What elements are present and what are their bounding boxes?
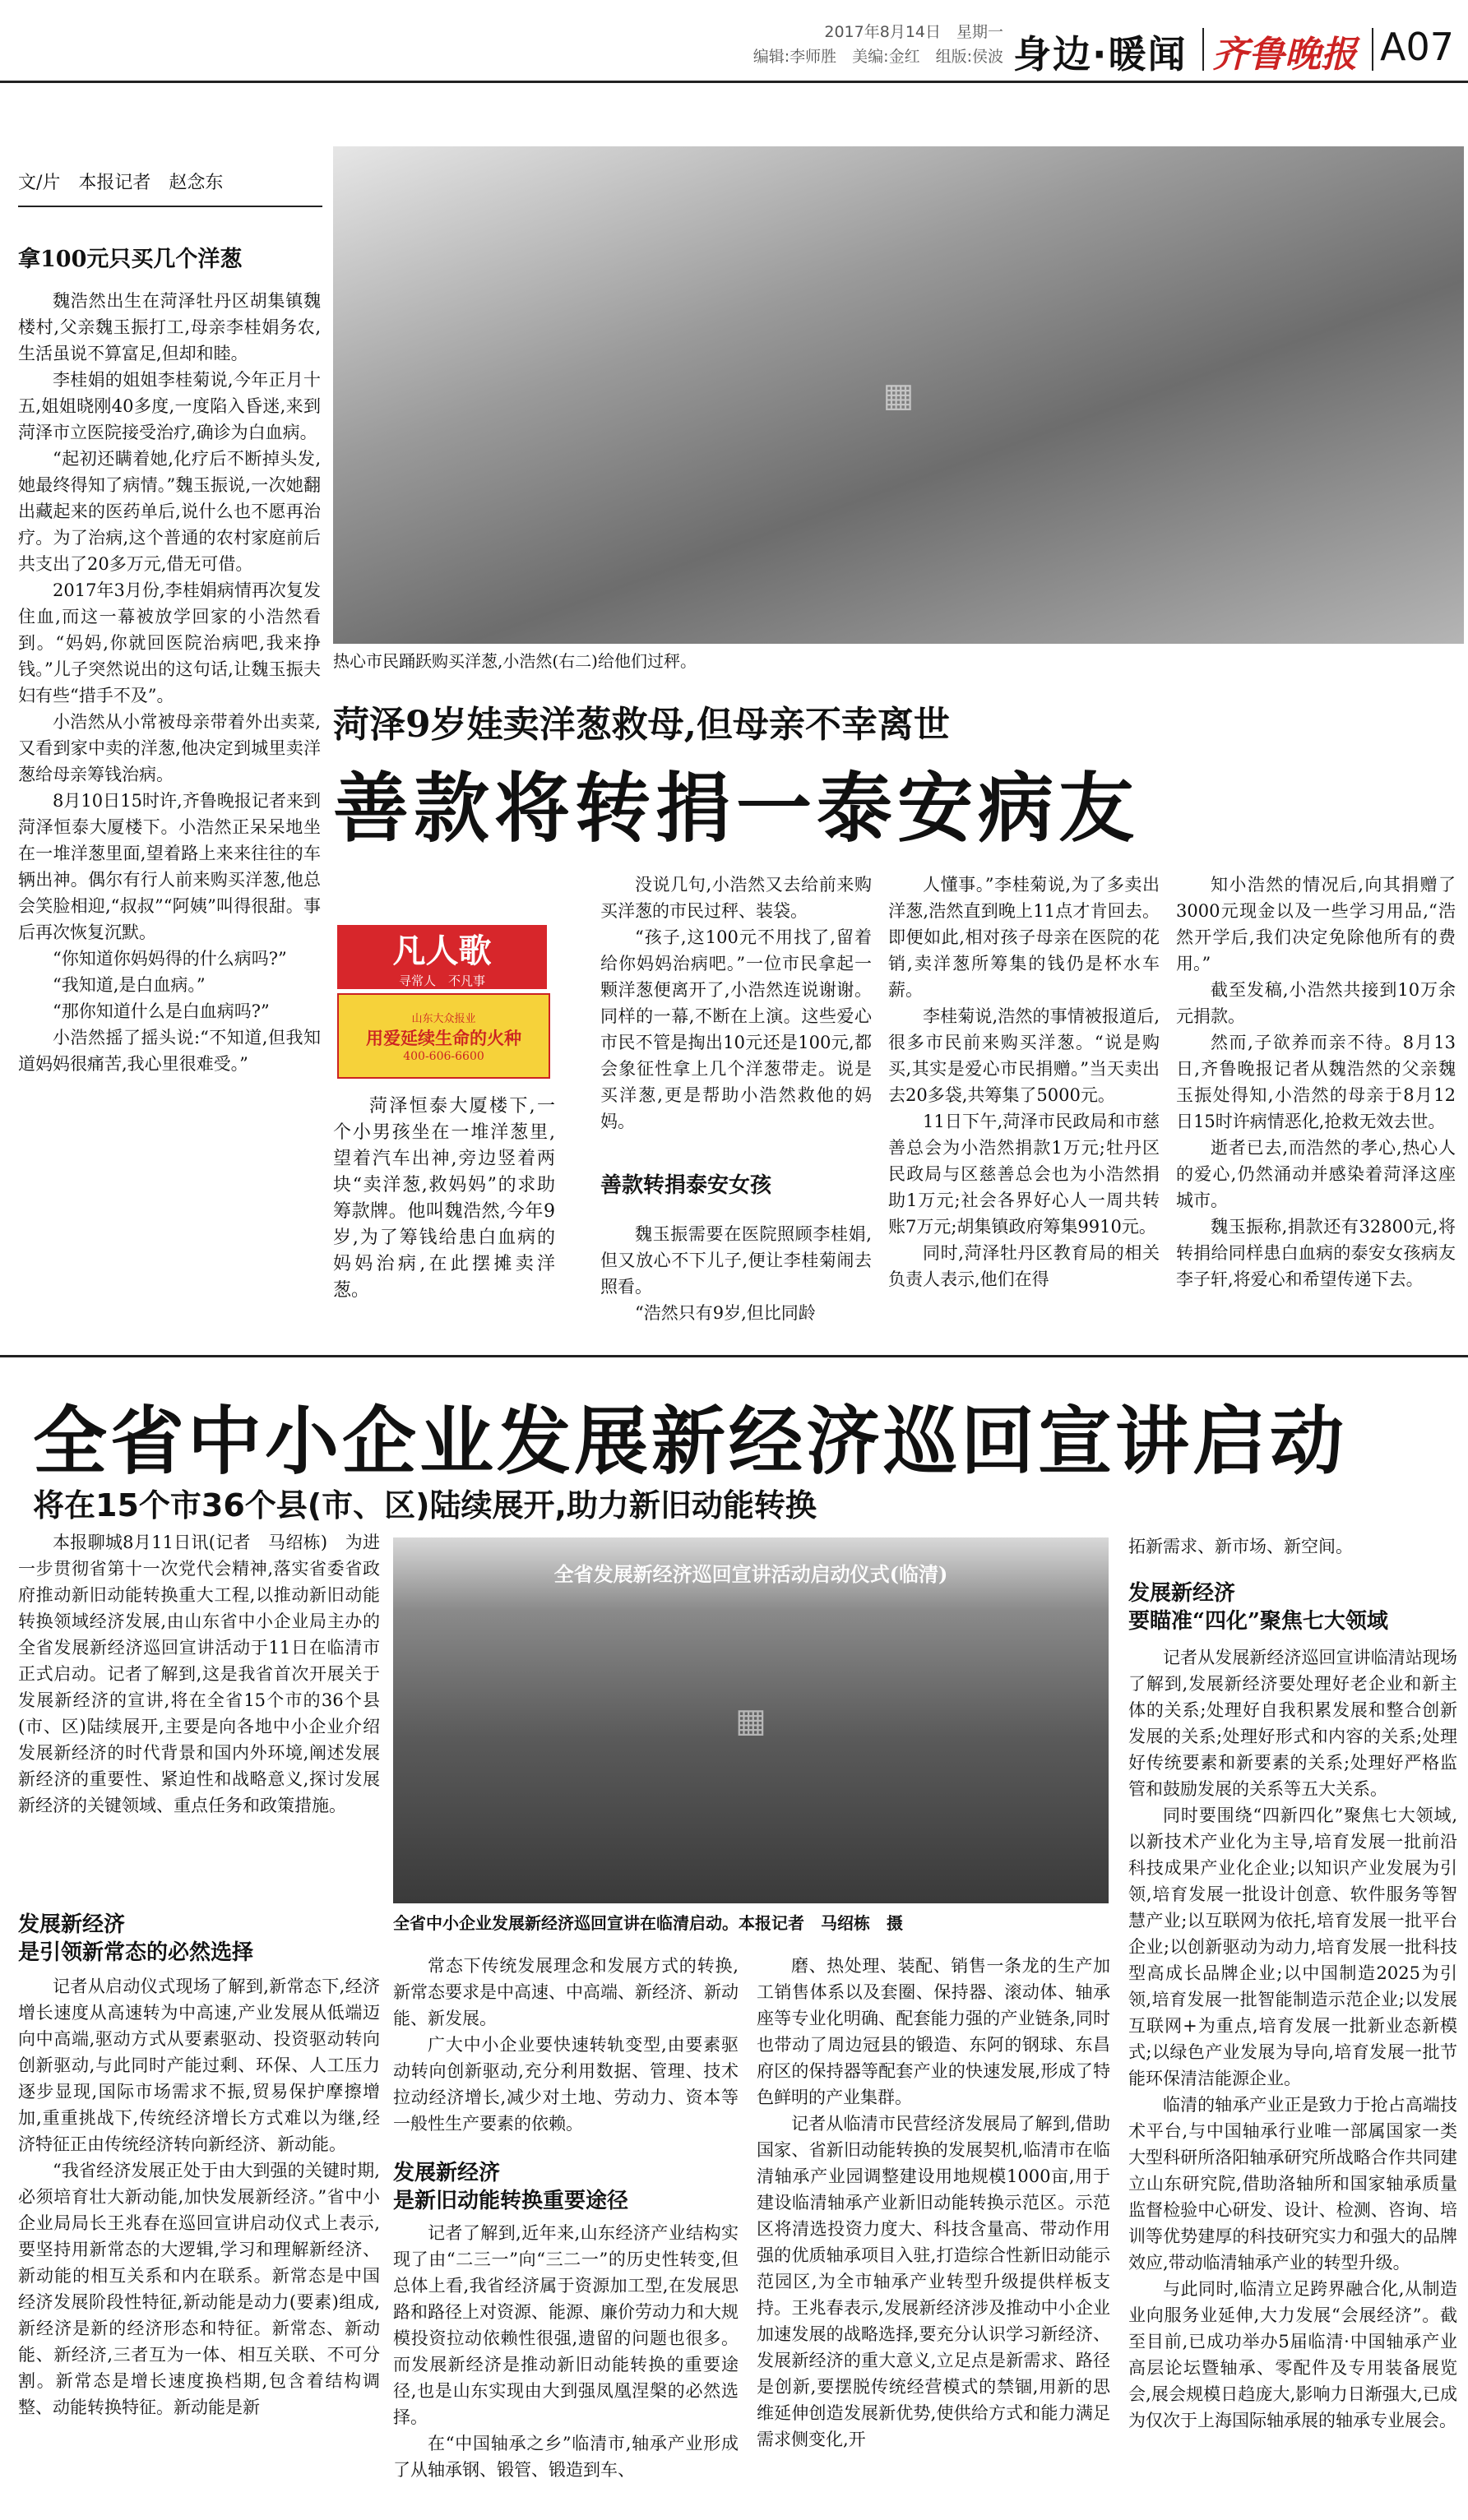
page-number: A07 — [1380, 25, 1455, 69]
logo-subtitle: 寻常人 不凡事 — [398, 973, 485, 988]
paragraph: 小浩然摇了摇头说:“不知道,但我知道妈妈很痛苦,我心里很难受。” — [18, 1028, 321, 1074]
story2-column-d-top: 拓新需求、新市场、新空间。 — [1128, 1537, 1353, 1556]
story1-column-1 — [18, 288, 321, 1340]
paragraph: 记者从启动仪式现场了解到,新常态下,经济增长速度从高速转为中高速,产业发展从低端迈向中高端,驱动方式从要素驱动、投资驱动转向创新驱动,与此同时产能过剩、环保、人工压力逐步显现,国际市场需求不振,贸易保护摩擦增加,重重挑战下,传统经济增长方式难以为继,经济特征正由传统经济转向新经济、新动能。 — [18, 1977, 380, 2154]
editors-line: 编辑:李师胜 美编:金红 组版:侯波 — [753, 48, 1003, 66]
paragraph: “起初还瞒着她,化疗后不断掉头发,她最终得知了病情。”魏玉振说,一次她翻出藏起来的医药单后,说什么也不愿再治疗。为了治病,这个普通的农村家庭前后共支出了20多万元,借无可借。 — [18, 449, 321, 574]
paragraph: 然而,子欲养而亲不待。8月13日,齐鲁晚报记者从魏浩然的父亲魏玉振处得知,小浩然的母亲于8月12日15时许病情恶化,抢救无效去世。 — [1176, 1033, 1456, 1131]
story2-deck: 将在15个市36个县(市、区)陆续展开,助力新旧动能转换 — [33, 1487, 817, 1524]
story1-kicker: 菏泽9岁娃卖洋葱救母,但母亲不幸离世 — [333, 704, 950, 746]
photo-placeholder-icon: ▦ — [882, 376, 915, 414]
header-meta — [707, 20, 1003, 69]
paragraph: “孩子,这100元不用找了,留着给你妈妈治病吧。”一位市民拿起一颗洋葱便离开了,小浩然连说谢谢。同样的一幕,不断在上演。这些爱心市民不管是掏出10元还是100元,都会象征性拿上几个洋葱带走。说是买洋葱,更是帮助小浩然救他的妈妈。 — [600, 927, 872, 1131]
story2-photo — [393, 1537, 1109, 1903]
story1-photo-caption: 热心市民踊跃购买洋葱,小浩然(右二)给他们过秤。 — [333, 651, 697, 671]
paragraph: 同时要围绕“四新四化”聚焦七大领域,以新技术产业化为主导,培育发展一批前沿科技成果产业化企业;以知识产业发展为引领,培育发展一批设计创意、软件服务等智慧产业;以互联网为依托,培育发展一批平台企业;以创新驱动为动力,培育发展一批科技型高成长品牌企业;以中国制造2025为引领,培育发展一批智能制造示范企业;以发展互联网+为重点,培育发展一批新业态新模式;以绿色产业发展为导向,培育发展一批节能环保清洁能源企业。 — [1128, 1806, 1457, 2088]
story1-column-3 — [888, 872, 1160, 1344]
photo-placeholder-icon: ▦ — [735, 1701, 766, 1740]
paragraph: 常态下传统发展理念和发展方式的转换,新常态要求是中高速、中高端、新经济、新动能、新发展。 — [393, 1956, 739, 2028]
paragraph: “你知道你妈妈得的什么病吗?” — [53, 949, 287, 969]
paragraph: 8月10日15时许,齐鲁晚报记者来到菏泽恒泰大厦楼下。小浩然正呆呆地坐在一堆洋葱里面,望着路上来来往往的车辆出神。偶尔有行人前来购买洋葱,他总会笑脸相迎,“叔叔”“阿姨”叫得很甜。事后再次恢复沉默。 — [18, 791, 321, 942]
paragraph: 魏玉振称,捐款还有32800元,将转捐给同样患白血病的泰安女孩病友李子轩,将爱心和希望传递下去。 — [1176, 1217, 1456, 1289]
paragraph: 知小浩然的情况后,向其捐赠了3000元现金以及一些学习用品,“浩然开学后,我们决定免除他所有的费用。” — [1176, 875, 1456, 973]
paragraph: 11日下午,菏泽市民政局和市慈善总会为小浩然捐款1万元;牡丹区民政局与区慈善总会也为小浩然捐助1万元;社会各界好心人一周共转账7万元;胡集镇政府筹集9910元。 — [888, 1112, 1160, 1237]
paragraph: 记者了解到,近年来,山东经济产业结构实现了由“二三一”向“三二一”的历史性转变,但总体上看,我省经济属于资源加工型,在发展思路和路径上对资源、能源、廉价劳动力和大规模投资拉动依赖性很强,遗留的问题也很多。而发展新经济是推动新旧动能转换的重要途径,也是山东实现由大到强凤凰涅槃的必然选择。 — [393, 2223, 739, 2427]
paragraph: 在“中国轴承之乡”临清市,轴承产业形成了从轴承钢、锻管、锻造到车、 — [393, 2434, 739, 2480]
paragraph: 广大中小企业要快速转轨变型,由要素驱动转向创新驱动,充分利用数据、管理、技术拉动经济增长,减少对土地、劳动力、资本等一般性生产要素的依赖。 — [393, 2035, 739, 2134]
paragraph: 磨、热处理、装配、销售一条龙的生产加工销售体系以及套圈、保持器、滚动体、轴承座等专业化明确、配套能力强的产业链条,同时也带动了周边冠县的锻造、东阿的钢球、东昌府区的保持器等配套产业的快速发展,形成了特色鲜明的产业集群。 — [757, 1956, 1110, 2107]
paragraph: 李桂娟的姐姐李桂菊说,今年正月十五,姐姐晓刚40多度,一度陷入昏迷,来到菏泽市立医院接受治疗,确诊为白血病。 — [18, 370, 321, 442]
paragraph: 魏玉振需要在医院照顾李桂娟,但又放心不下儿子,便让李桂菊闹去照看。 — [600, 1224, 872, 1297]
column-logo-fanrenge — [337, 925, 547, 989]
story2-headline: 全省中小企业发展新经济巡回宣讲启动 — [33, 1399, 1347, 1485]
paragraph: “我知道,是白血病。” — [53, 975, 206, 995]
story2-subhead-d: 发展新经济 要瞄准“四化”聚焦七大领域 — [1128, 1581, 1388, 1634]
paragraph: 记者从临清市民营经济发展局了解到,借助国家、省新旧动能转换的发展契机,临清市在临清轴承产业园调整建设用地规模1000亩,用于建设临清轴承产业新旧动能转换示范区。示范区将清选投资力度大、科技含量高、带动作用强的优质轴承项目入驻,打造综合性新旧动能示范园区,为全市轴承产业转型升级提供样板支持。王兆春表示,发展新经济涉及推动中小企业加速发展的战略选择,要充分认识学习新经济、发展新经济的重大意义,立足点是新需求、路径是创新,要摆脱传统经营模式的禁锢,用新的思维延伸创造发展新优势,使供给方式和能力满足需求侧变化,开 — [757, 2114, 1110, 2449]
subhead-1: 拿100元只买几个洋葱 — [18, 247, 243, 272]
byline-rule — [18, 206, 322, 207]
story2-column-d — [1128, 1644, 1457, 2508]
section-title: 身边·暖闻 — [1013, 32, 1188, 76]
paragraph: 没说几句,小浩然又去给前来购买洋葱的市民过秤、装袋。 — [600, 875, 872, 921]
story2-column-c — [757, 1953, 1110, 2508]
paragraph: 本报聊城8月11日讯(记者 马绍栋) 为进一步贯彻省第十一次党代会精神,落实省委省政府推动新旧动能转换重大工程,以推动新旧动能转换领域经济发展,由山东省中小企业局主办的全省发展新经济巡回宣讲活动于11日在临清市正式启动。记者了解到,这是我省首次开展关于发展新经济的宣讲,将在全省15个市的36个县(市、区)陆续展开,主要是向各地中小企业介绍发展新经济的时代背景和国内外环境,阐述发展新经济的重要性、紧迫性和战略意义,探讨发展新经济的关键领域、重点任务和政策措施。 — [18, 1533, 380, 1815]
story1-intro: 菏泽恒泰大厦楼下,一个小男孩坐在一堆洋葱里,望着汽车出神,旁边竖着两块“卖洋葱,救妈妈”的求助筹款牌。他叫魏浩然,今年9岁,为了筹钱给患白血病的妈妈治病,在此摆摊卖洋葱。 — [333, 1096, 555, 1301]
paragraph: 与此同时,临清立足跨界融合化,从制造业向服务业延伸,大力发展“会展经济”。截至目前,已成功举办5届临清·中国轴承产业高层论坛暨轴承、零配件及专用装备展览会,展会规模日趋庞大,影响力日渐强大,已成为仅次于上海国际轴承展的轴承专业展会。 — [1128, 2279, 1457, 2430]
date-line: 2017年8月14日 星期一 — [824, 23, 1003, 41]
charity-logo — [337, 993, 550, 1079]
byline: 文/片 本报记者 赵念东 — [18, 173, 224, 193]
paragraph: 记者从发展新经济巡回宣讲临清站现场了解到,发展新经济要处理好老企业和新主体的关系;处理好自我积累发展和整合创新发展的关系;处理好形式和内容的关系;处理好传统要素和新要素的关系;处理好严格监管和鼓励发展的关系等五大关系。 — [1128, 1648, 1457, 1799]
paragraph: 人懂事。”李桂菊说,为了多卖出洋葱,浩然直到晚上11点才肯回去。即便如此,相对孩子母亲在医院的花销,卖洋葱所筹集的钱仍是杯水车薪。 — [888, 875, 1160, 1000]
story2-column-a — [18, 1529, 380, 1899]
story1-column-2 — [600, 872, 872, 1143]
story1-column-2b — [600, 1221, 872, 1344]
paragraph: 同时,菏泽牡丹区教育局的相关负责人表示,他们在得 — [888, 1243, 1160, 1289]
story2-column-b2 — [393, 2220, 739, 2508]
story1-column-4 — [1176, 872, 1456, 1344]
paragraph: 逝者已去,而浩然的孝心,热心人的爱心,仍然涌动并感染着菏泽这座城市。 — [1176, 1138, 1456, 1210]
story2-column-b — [393, 1953, 739, 2150]
story1-photo — [333, 146, 1464, 644]
charity-logo-slogan: 用爱延续生命的火种 — [366, 1027, 521, 1048]
header-divider — [1202, 28, 1204, 71]
story1-headline: 善款将转捐一泰安病友 — [333, 764, 1140, 853]
paragraph: 临清的轴承产业正是致力于抢占高端技术平台,与中国轴承行业唯一部属国家一类大型科研所洛阳轴承研究所战略合作共同建立山东研究院,借助洛轴所和国家轴承质量监督检验中心研发、设计、检测、咨询、培训等优势建厚的科技研究实力和强大的品牌效应,带动临清轴承产业的转型升级。 — [1128, 2095, 1457, 2273]
logo-title: 凡人歌 — [392, 932, 492, 970]
story2-photo-caption: 全省中小企业发展新经济巡回宣讲在临清启动。本报记者 马绍栋 摄 — [393, 1913, 903, 1933]
paragraph: 2017年3月份,李桂娟病情再次复发住血,而这一幕被放学回家的小浩然看到。“妈妈,你就回医院治病吧,我来挣钱。”儿子突然说出的这句话,让魏玉振夫妇有些“措手不及”。 — [18, 580, 321, 705]
paragraph: 李桂菊说,浩然的事情被报道后,很多市民前来购买洋葱。“说是购买,其实是爱心市民捐赠。”当天卖出去20多袋,共筹集了5000元。 — [888, 1006, 1160, 1105]
paragraph: 截至发稿,小浩然共接到10万余元捐款。 — [1176, 980, 1456, 1026]
paragraph: “那你知道什么是白血病吗?” — [53, 1001, 270, 1021]
story2-subhead-a: 发展新经济 是引领新常态的必然选择 — [18, 1912, 254, 1965]
charity-logo-phone: 400-606-6600 — [403, 1049, 484, 1063]
paragraph: “浩然只有9岁,但比同龄 — [635, 1303, 816, 1323]
photo-banner-text: 全省发展新经济巡回宣讲活动启动仪式(临清) — [553, 1562, 948, 1586]
story2-column-a2 — [18, 1973, 380, 2508]
story2-subhead-b: 发展新经济 是新旧动能转换重要途径 — [393, 2161, 629, 2213]
header-rule — [0, 81, 1468, 83]
paragraph: 小浩然从小常被母亲带着外出卖菜,又看到家中卖的洋葱,他决定到城里卖洋葱给母亲筹钱治病。 — [18, 712, 321, 784]
charity-logo-org: 山东大众报业 — [411, 1012, 476, 1025]
paragraph: “我省经济发展正处于由大到强的关键时期,必须培育壮大新动能,加快发展新经济。”省中小企业局局长王兆春在巡回宣讲启动仪式上表示,要坚持用新常态的大逻辑,学习和理解新经济、新动能的相互关系和内在联系。新常态是中国经济发展阶段性特征,新动能是动力(要素)组成,新经济是新的经济形态和特征。新常态、新动能、新经济,三者互为一体、相互关联、不可分割。新常态是增长速度换档期,包含着结构调整、动能转换特征。新动能是新 — [18, 2161, 380, 2417]
paragraph: 魏浩然出生在菏泽牡丹区胡集镇魏楼村,父亲魏玉振打工,母亲李桂娟务农,生活虽说不算富足,但却和睦。 — [18, 291, 321, 363]
section-divider — [0, 1355, 1468, 1357]
newspaper-brand: 齐鲁晚报 — [1212, 34, 1357, 76]
header-divider — [1372, 28, 1373, 71]
subhead-2: 善款转捐泰安女孩 — [600, 1173, 772, 1198]
